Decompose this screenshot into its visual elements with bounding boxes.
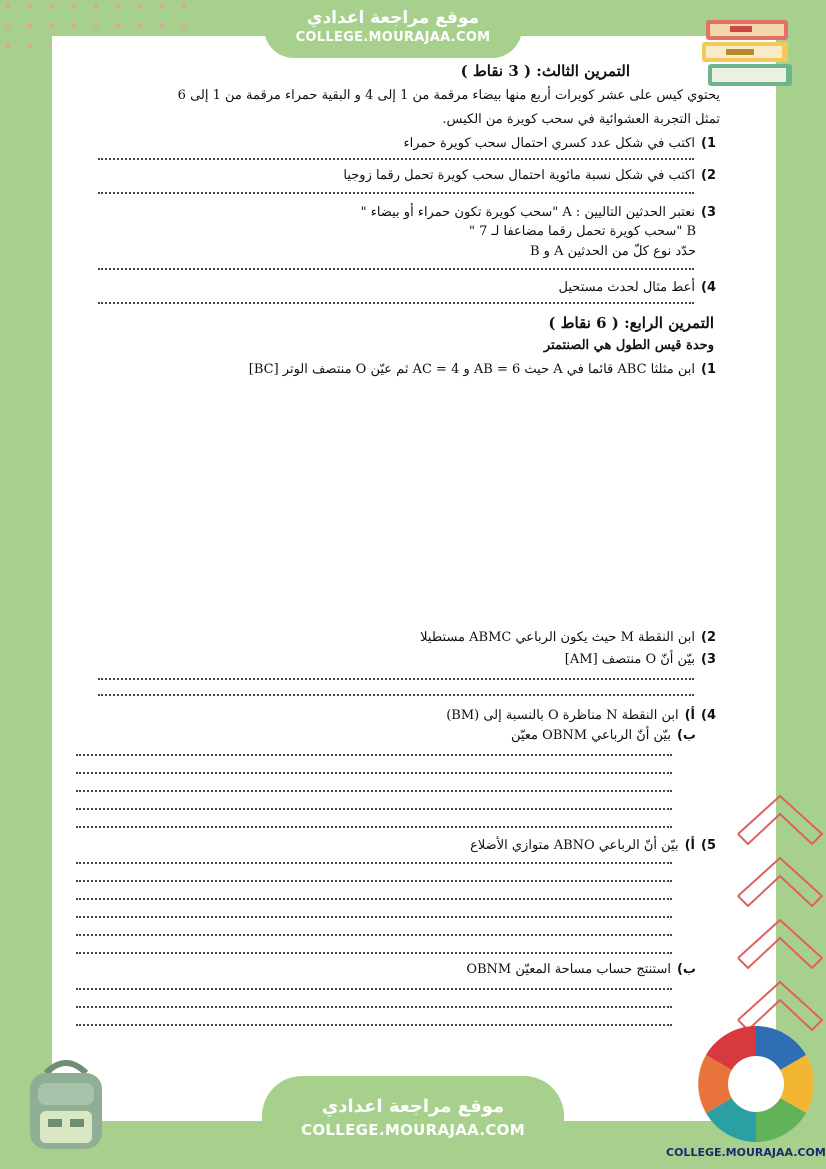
answer-line[interactable] (76, 772, 672, 774)
answer-line[interactable] (76, 916, 672, 918)
answer-line[interactable] (76, 952, 672, 954)
exercise3-title: التمرين الثالث: ( 3 نقاط ) (460, 62, 630, 80)
question-number: 5) (701, 838, 716, 853)
logo-url[interactable]: COLLEGE.MOURAJAA.COM (666, 1146, 826, 1159)
question-number: 3) (701, 205, 716, 220)
answer-line[interactable] (76, 754, 672, 756)
frame-left (0, 0, 52, 1169)
answer-line[interactable] (98, 694, 694, 696)
school-bag-icon (18, 1055, 114, 1155)
question-text: ابن مثلثا ABC قائما في A حيث AB = 6 و AC = 4 ثم عيّن O منتصف الوتر [BC] (248, 362, 695, 377)
answer-line[interactable] (76, 790, 672, 792)
answer-line[interactable] (98, 158, 694, 160)
question-text: اكتب في شكل عدد كسري احتمال سحب كويرة حمراء (403, 136, 695, 151)
site-name-arabic: موقع مراجعة اعدادي (306, 8, 480, 28)
answer-line[interactable] (76, 880, 672, 882)
answer-line[interactable] (76, 1024, 672, 1026)
question-text: نعتبر الحدثين التاليين : A "سحب كويرة تكون حمراء أو بيضاء " (360, 205, 695, 220)
answer-line[interactable] (76, 862, 672, 864)
site-banner-bottom[interactable] (262, 1076, 564, 1169)
exercise4-unit-note: وحدة قيس الطول هي الصنتمتر (543, 338, 714, 353)
subjects-wheel-icon (694, 1022, 818, 1146)
question-text: بيّن أنّ الرباعي ABNO متوازي الأضلاع (470, 838, 679, 853)
answer-line[interactable] (76, 898, 672, 900)
answer-line[interactable] (76, 1006, 672, 1008)
exercise4-question-5b (466, 962, 696, 977)
exercise3-question-4 (559, 280, 716, 295)
question-number: 4) (701, 280, 716, 295)
sub-question-label: ب) (676, 728, 696, 743)
question-text: ابن النقطة N مناظرة O بالنسبة إلى (BM) (446, 708, 679, 723)
exercise4-question-5a (470, 838, 716, 853)
exercise3-intro-line2: تمثل التجربة العشوائية في سحب كويرة من الكيس. (442, 112, 720, 127)
answer-line[interactable] (98, 678, 694, 680)
exercise4-question-2 (420, 630, 716, 645)
exercise3-question-1 (403, 136, 716, 151)
exercise4-title: التمرين الرابع: ( 6 نقاط ) (548, 314, 714, 332)
site-url[interactable]: COLLEGE.MOURAJAA.COM (295, 30, 491, 45)
site-name-arabic: موقع مراجعة اعدادي (321, 1096, 505, 1117)
answer-line[interactable] (76, 808, 672, 810)
books-stack-icon (700, 14, 800, 94)
site-banner-top[interactable] (264, 2, 522, 58)
answer-line[interactable] (76, 934, 672, 936)
exercise4-question-4a (446, 708, 716, 723)
sub-question-label: ب) (676, 962, 696, 977)
question-text: استنتج حساب مساحة المعيّن OBNM (466, 962, 671, 977)
sub-question-label: أ) (684, 708, 695, 723)
question-text: اكتب في شكل نسبة مائوية احتمال سحب كويرة تحمل رقما زوجيا (343, 168, 695, 183)
exercise3-event-b: B "سحب كويرة تحمل رقما مضاعفا لـ 7 " (468, 224, 696, 239)
question-number: 1) (701, 362, 716, 377)
exercise3-question-2 (343, 168, 716, 183)
exercise3-question-3-task: حدّد نوع كلّ من الحدثين A و B (529, 244, 696, 259)
question-number: 2) (701, 630, 716, 645)
question-number: 3) (701, 652, 716, 667)
answer-line[interactable] (98, 192, 694, 194)
exercise4-question-1 (249, 362, 716, 377)
exercise3-question-3 (361, 205, 716, 220)
question-text: بيّن أنّ الرباعي OBNM معيّن (510, 728, 671, 743)
question-text: أعط مثال لحدث مستحيل (558, 280, 695, 295)
answer-line[interactable] (98, 268, 694, 270)
question-number: 1) (701, 136, 716, 151)
chevron-up-icon (734, 790, 826, 1040)
answer-line[interactable] (76, 988, 672, 990)
worksheet-paper (52, 36, 776, 1121)
exercise4-question-4b (511, 728, 696, 743)
question-number: 2) (701, 168, 716, 183)
answer-line[interactable] (76, 826, 672, 828)
site-url[interactable]: COLLEGE.MOURAJAA.COM (301, 1121, 525, 1139)
exercise4-question-3 (565, 652, 716, 667)
answer-line[interactable] (98, 302, 694, 304)
question-text: بيّن أنّ O منتصف [AM] (564, 652, 695, 667)
question-text: ابن النقطة M حيث يكون الرباعي ABMC مستطيلا (420, 630, 695, 645)
sub-question-label: أ) (684, 838, 695, 853)
question-number: 4) (701, 708, 716, 723)
exercise3-intro: يحتوي كيس على عشر كويرات أربع منها بيضاء مرقمة من 1 إلى 4 و البقية حمراء مرقمة من 1 إلى 6 (177, 88, 720, 103)
